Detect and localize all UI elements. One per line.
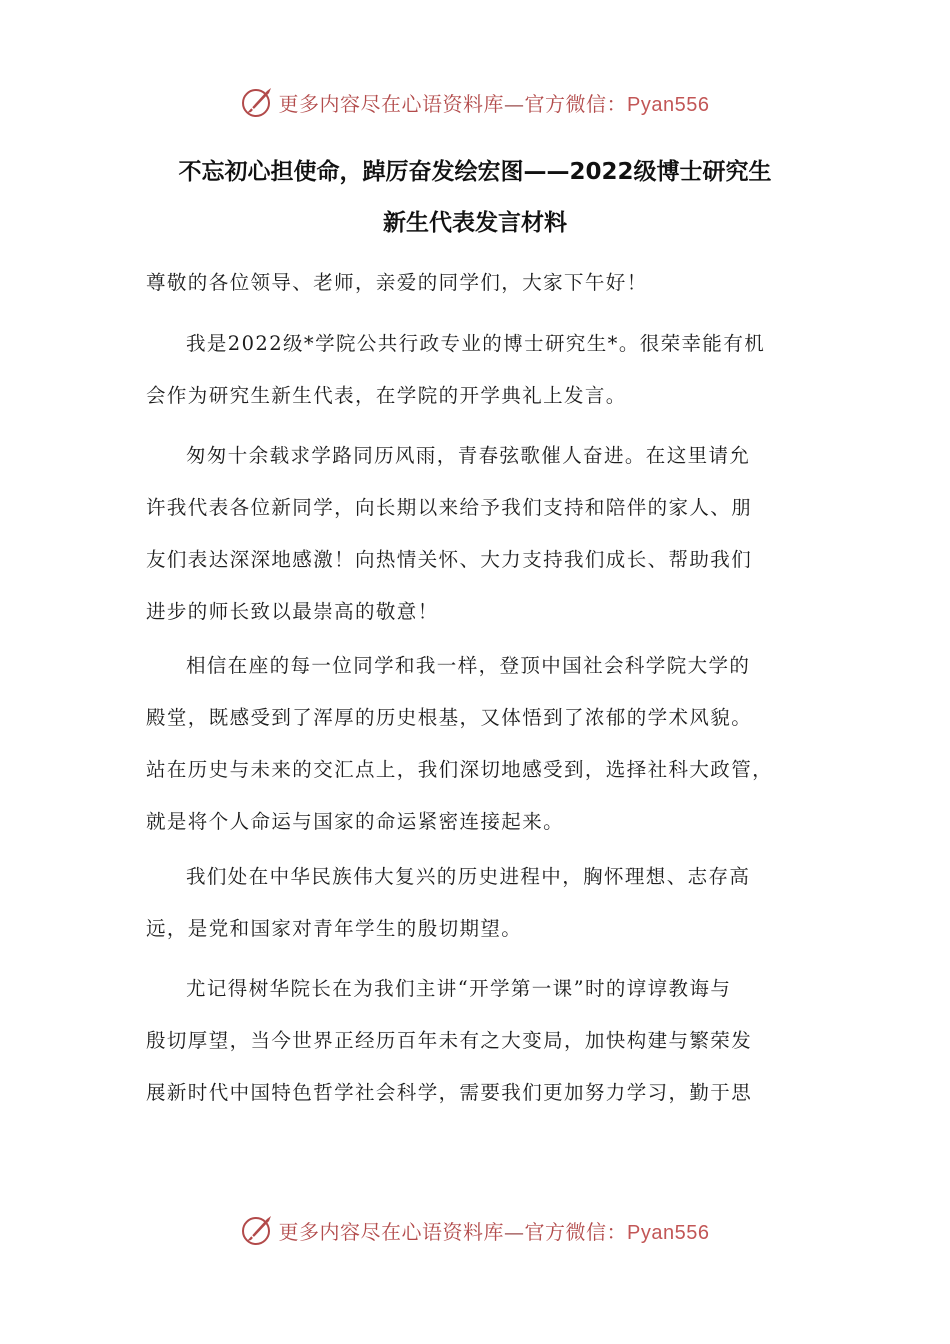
- footer-banner-text: 更多内容尽在心语资料库—官方微信：Pyan556: [278, 1219, 710, 1244]
- paragraph-line: 我是2022级*学院公共行政专业的博士研究生*。很荣幸能有机: [186, 332, 766, 355]
- paragraph-line: 尊敬的各位领导、老师，亲爱的同学们，大家下午好！: [146, 271, 648, 294]
- paragraph-greeting: [146, 257, 810, 309]
- paragraph-line: 殿堂，既感受到了浑厚的历史根基，又体悟到了浓郁的学术风貌。: [146, 706, 753, 729]
- paragraph-line: 许我代表各位新同学，向长期以来给予我们支持和陪伴的家人、朋: [146, 496, 753, 519]
- paragraph-line: 殷切厚望，当今世界正经历百年未有之大变局，加快构建与繁荣发: [146, 1029, 753, 1052]
- paragraph-line: 进步的师长致以最崇高的敬意！: [146, 600, 439, 623]
- paragraph-university: [146, 640, 810, 848]
- paragraph-introduction: [146, 318, 810, 422]
- paragraph-line: 展新时代中国特色哲学社会科学，需要我们更加努力学习，勤于思: [146, 1081, 753, 1104]
- wechat-id: Pyan556: [627, 93, 710, 116]
- paragraph-line: 就是将个人命运与国家的命运紧密连接起来。: [146, 810, 565, 833]
- paragraph-line: 会作为研究生新生代表，在学院的开学典礼上发言。: [146, 384, 627, 407]
- document-title-line2: 新生代表发言材料: [383, 210, 567, 236]
- paragraph-line: 匆匆十余载求学路同历风雨，青春弦歌催人奋进。在这里请允: [186, 444, 751, 467]
- quill-logo-icon: [241, 1213, 275, 1247]
- paragraph-line: 站在历史与未来的交汇点上，我们深切地感受到，选择社科大政管，: [146, 758, 774, 781]
- header-banner-text: 更多内容尽在心语资料库—官方微信：Pyan556: [278, 91, 710, 116]
- paragraph-first-lesson: [146, 963, 810, 1119]
- paragraph-gratitude: [146, 430, 810, 638]
- paragraph-line: 相信在座的每一位同学和我一样，登顶中国社会科学院大学的: [186, 654, 751, 677]
- paragraph-line: 我们处在中华民族伟大复兴的历史进程中，胸怀理想、志存高: [186, 865, 751, 888]
- paragraph-rejuvenation: [146, 851, 810, 955]
- paragraph-line: 友们表达深深地感激！向热情关怀、大力支持我们成长、帮助我们: [146, 548, 753, 571]
- wechat-id: Pyan556: [627, 1221, 710, 1244]
- paragraph-line: 尤记得树华院长在为我们主讲“开学第一课”时的谆谆教诲与: [186, 977, 732, 1000]
- document-title-line1: 不忘初心担使命，踔厉奋发绘宏图——2022级博士研究生: [178, 159, 772, 185]
- header-banner: [0, 82, 950, 122]
- quill-logo-icon: [241, 85, 275, 119]
- paragraph-line: 远，是党和国家对青年学生的殷切期望。: [146, 917, 523, 940]
- footer-banner: [0, 1210, 950, 1250]
